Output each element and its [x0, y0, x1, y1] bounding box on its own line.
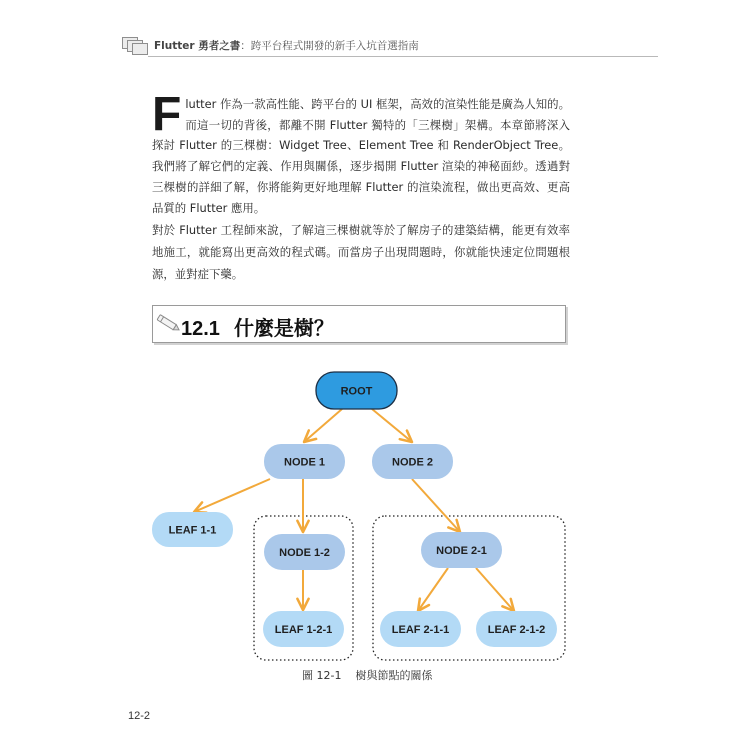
leaf-1-1-label: LEAF 1-1	[168, 524, 217, 537]
section-title-text: 什麼是樹？	[233, 316, 334, 340]
leaf-1-2-1-label: LEAF 1-2-1	[274, 624, 333, 636]
node-2	[372, 444, 453, 479]
leaf-2-1-2-label: LEAF 2-1-2	[487, 624, 546, 636]
page-number: 12-2	[128, 710, 151, 722]
node-1-2	[264, 534, 345, 570]
leaf-2-1-2	[476, 611, 557, 647]
leaf-2-1-1	[380, 611, 461, 647]
leaf-1-1	[152, 512, 233, 547]
edge-node2-node2-1	[412, 479, 460, 532]
node-1	[264, 444, 345, 479]
figure-label: 圖 12-1	[302, 669, 342, 682]
second-paragraph: 對於 Flutter 工程師來說，了解這三棵樹就等於了解房子的建築結構，能更有效率地施工，就能寫出更高效的程式碼。而當房子出現問題時，你就能快速定位問題根源，並對症下藥。	[152, 223, 570, 281]
book-subtitle: ：跨平台程式開發的新手入坑首選指南	[240, 40, 419, 52]
node-1-2-label: NODE 1-2	[279, 547, 330, 559]
intro-paragraph-text: lutter 作為一款高性能、跨平台的 UI 框架，高效的渲染性能是廣為人知的。而這一切的背後，都離不開 Flutter 獨特的「三棵樹」架構。本章節將深入探討 Flutter 的三棵樹：Widget Tree、Element Tree 和 RenderObject Tree。我們將了解它們的定義、作用與關係，逐步揭開 Flutter 渲染的神秘面紗。透過對三棵樹的詳細了解，你將能夠更好地理解 Flutter 的渲染流程，做出更高效、更高品質的 Flutter 應用。	[152, 97, 570, 215]
leaf-2-1-1-label: LEAF 2-1-1	[391, 624, 450, 636]
node-2-1-label: NODE 2-1	[436, 545, 487, 557]
node-1-label: NODE 1	[284, 456, 325, 469]
section-number: 12.1	[181, 318, 220, 340]
node-root	[316, 372, 397, 409]
edge-root-node2	[372, 409, 412, 442]
node-2-label: NODE 2	[392, 456, 433, 469]
leaf-1-2-1	[263, 611, 344, 647]
figure-caption	[302, 667, 432, 683]
node-2-1	[421, 532, 502, 568]
drop-cap: F	[152, 88, 182, 141]
edge-root-node1	[304, 409, 342, 442]
book-title: Flutter 勇者之書	[154, 40, 241, 52]
node-root-label: ROOT	[340, 385, 373, 398]
edge-node2-1-leaf2-1-2	[476, 568, 514, 611]
edge-node2-1-leaf2-1-1	[418, 568, 448, 611]
edge-node1-leaf1-1	[194, 479, 270, 512]
figure-caption-text: 樹與節點的關係	[355, 669, 433, 682]
